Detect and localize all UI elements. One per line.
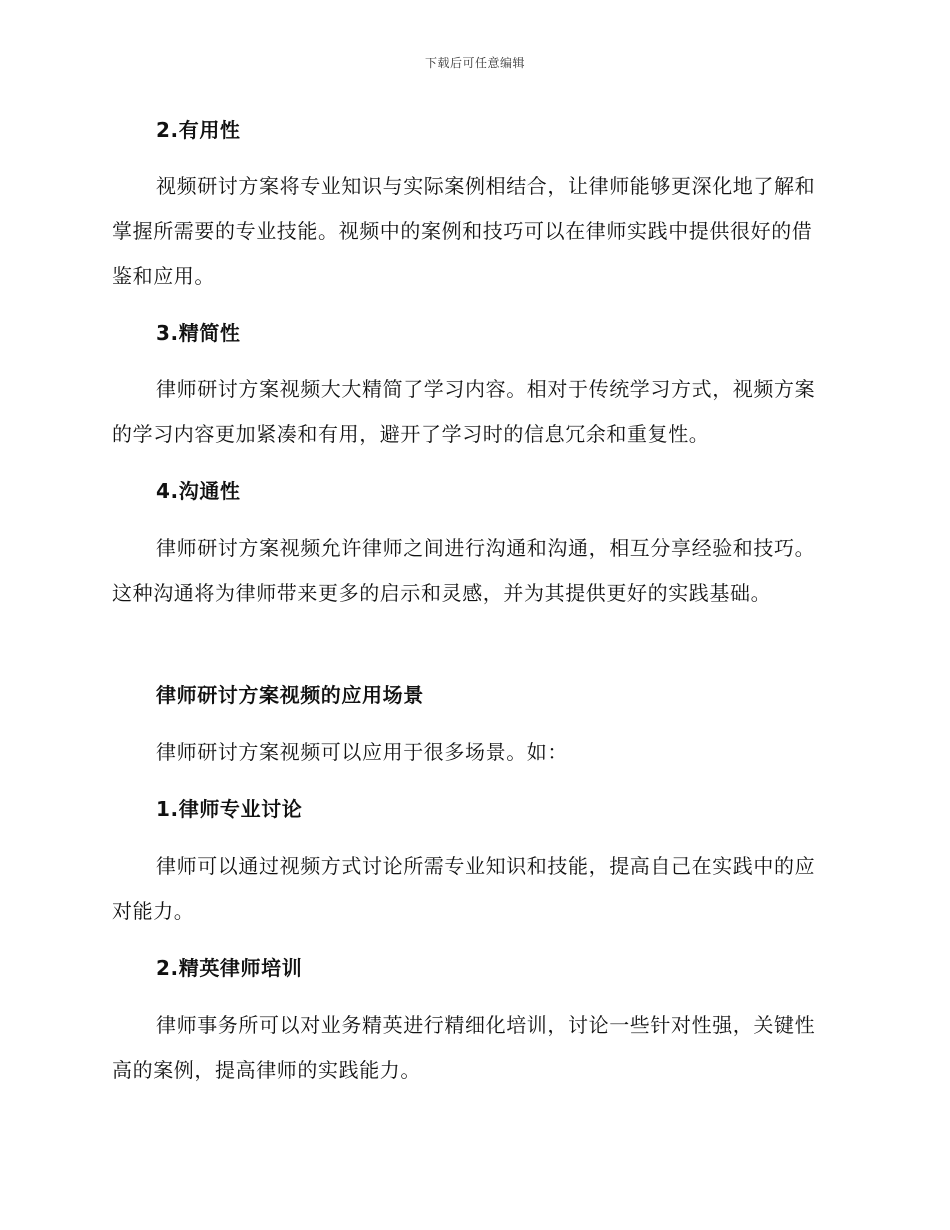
page-header: 下载后可任意编辑 xyxy=(424,56,525,70)
section-heading-usefulness: 2.有用性 xyxy=(156,118,241,142)
paragraph-professional-discussion: 律师可以通过视频方式讨论所需专业知识和技能，提高自己在实践中的应对能力。 xyxy=(112,854,816,923)
section-heading-application-scenarios: 律师研讨方案视频的应用场景 xyxy=(156,683,424,707)
paragraph-application-intro: 律师研讨方案视频可以应用于很多场景。如： xyxy=(156,740,568,764)
section-heading-communication: 4.沟通性 xyxy=(156,479,241,503)
paragraph-communication: 律师研讨方案视频允许律师之间进行沟通和沟通，相互分享经验和技巧。这种沟通将为律师带来更多的启示和灵感，并为其提供更好的实践基础。 xyxy=(112,536,816,605)
section-heading-elite-training: 2.精英律师培训 xyxy=(156,956,303,980)
paragraph-usefulness: 视频研讨方案将专业知识与实际案例相结合，让律师能够更深化地了解和掌握所需要的专业技能。视频中的案例和技巧可以在律师实践中提供很好的借鉴和应用。 xyxy=(112,174,816,288)
section-heading-conciseness: 3.精简性 xyxy=(156,321,241,345)
paragraph-elite-training: 律师事务所可以对业务精英进行精细化培训，讨论一些针对性强，关键性高的案例，提高律师的实践能力。 xyxy=(112,1013,816,1082)
paragraph-conciseness: 律师研讨方案视频大大精简了学习内容。相对于传统学习方式，视频方案的学习内容更加紧凑和有用，避开了学习时的信息冗余和重复性。 xyxy=(112,377,816,446)
section-heading-professional-discussion: 1.律师专业讨论 xyxy=(156,797,303,821)
